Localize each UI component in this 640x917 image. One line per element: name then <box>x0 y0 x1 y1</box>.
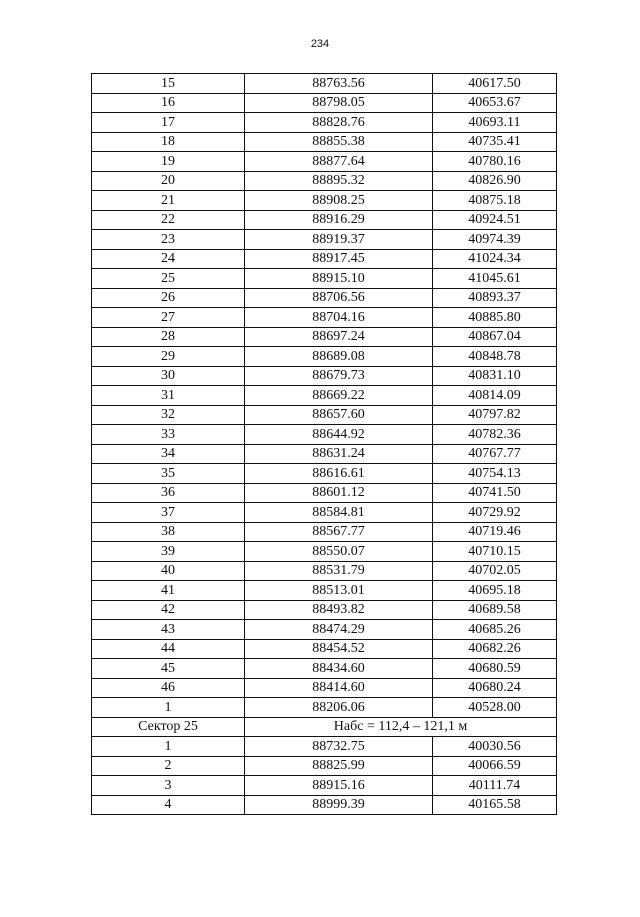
y-coordinate: 40797.82 <box>433 405 557 425</box>
point-number: 3 <box>92 776 245 796</box>
x-coordinate: 88855.38 <box>245 132 433 152</box>
y-coordinate: 40893.37 <box>433 288 557 308</box>
y-coordinate: 40782.36 <box>433 425 557 445</box>
table-row <box>92 249 557 269</box>
y-coordinate: 40710.15 <box>433 542 557 562</box>
point-number: 32 <box>92 405 245 425</box>
table-row <box>92 132 557 152</box>
y-coordinate: 40867.04 <box>433 327 557 347</box>
y-coordinate: 40814.09 <box>433 386 557 406</box>
table-row <box>92 308 557 328</box>
sector-height-range: Набс = 112,4 – 121,1 м <box>245 717 557 737</box>
x-coordinate: 88798.05 <box>245 93 433 113</box>
x-coordinate: 88704.16 <box>245 308 433 328</box>
point-number: 18 <box>92 132 245 152</box>
point-number: 1 <box>92 698 245 718</box>
table-row <box>92 288 557 308</box>
point-number: 28 <box>92 327 245 347</box>
x-coordinate: 88825.99 <box>245 756 433 776</box>
point-number: 45 <box>92 659 245 679</box>
y-coordinate: 40780.16 <box>433 152 557 172</box>
y-coordinate: 40702.05 <box>433 561 557 581</box>
point-number: 24 <box>92 249 245 269</box>
table-row <box>92 425 557 445</box>
sector-label: Сектор 25 <box>92 717 245 737</box>
point-number: 16 <box>92 93 245 113</box>
x-coordinate: 88601.12 <box>245 483 433 503</box>
x-coordinate: 88732.75 <box>245 737 433 757</box>
table-row <box>92 230 557 250</box>
y-coordinate: 40682.26 <box>433 639 557 659</box>
table-row <box>92 152 557 172</box>
table-row <box>92 191 557 211</box>
x-coordinate: 88567.77 <box>245 522 433 542</box>
table-row <box>92 698 557 718</box>
point-number: 31 <box>92 386 245 406</box>
point-number: 27 <box>92 308 245 328</box>
x-coordinate: 88908.25 <box>245 191 433 211</box>
point-number: 44 <box>92 639 245 659</box>
table-row <box>92 581 557 601</box>
point-number: 35 <box>92 464 245 484</box>
x-coordinate: 88689.08 <box>245 347 433 367</box>
y-coordinate: 40066.59 <box>433 756 557 776</box>
y-coordinate: 40885.80 <box>433 308 557 328</box>
point-number: 26 <box>92 288 245 308</box>
table-row <box>92 464 557 484</box>
y-coordinate: 40875.18 <box>433 191 557 211</box>
table-row <box>92 113 557 133</box>
point-number: 23 <box>92 230 245 250</box>
point-number: 30 <box>92 366 245 386</box>
x-coordinate: 88669.22 <box>245 386 433 406</box>
x-coordinate: 88916.29 <box>245 210 433 230</box>
table-row <box>92 620 557 640</box>
point-number: 15 <box>92 74 245 94</box>
table-row <box>92 678 557 698</box>
page-number: 234 <box>310 38 330 50</box>
point-number: 37 <box>92 503 245 523</box>
y-coordinate: 40729.92 <box>433 503 557 523</box>
x-coordinate: 88999.39 <box>245 795 433 815</box>
x-coordinate: 88493.82 <box>245 600 433 620</box>
y-coordinate: 40719.46 <box>433 522 557 542</box>
table-row <box>92 327 557 347</box>
y-coordinate: 40693.11 <box>433 113 557 133</box>
y-coordinate: 40689.58 <box>433 600 557 620</box>
table-row <box>92 659 557 679</box>
x-coordinate: 88550.07 <box>245 542 433 562</box>
table-row <box>92 366 557 386</box>
table-row <box>92 269 557 289</box>
x-coordinate: 88616.61 <box>245 464 433 484</box>
x-coordinate: 88895.32 <box>245 171 433 191</box>
y-coordinate: 40754.13 <box>433 464 557 484</box>
point-number: 40 <box>92 561 245 581</box>
y-coordinate: 40617.50 <box>433 74 557 94</box>
x-coordinate: 88531.79 <box>245 561 433 581</box>
x-coordinate: 88631.24 <box>245 444 433 464</box>
y-coordinate: 40741.50 <box>433 483 557 503</box>
y-coordinate: 40974.39 <box>433 230 557 250</box>
table-row <box>92 405 557 425</box>
table-row <box>92 776 557 796</box>
table-row <box>92 522 557 542</box>
table-row <box>92 93 557 113</box>
x-coordinate: 88915.10 <box>245 269 433 289</box>
x-coordinate: 88917.45 <box>245 249 433 269</box>
table-row <box>92 503 557 523</box>
x-coordinate: 88915.16 <box>245 776 433 796</box>
y-coordinate: 40111.74 <box>433 776 557 796</box>
y-coordinate: 40924.51 <box>433 210 557 230</box>
x-coordinate: 88414.60 <box>245 678 433 698</box>
point-number: 43 <box>92 620 245 640</box>
y-coordinate: 40030.56 <box>433 737 557 757</box>
point-number: 19 <box>92 152 245 172</box>
y-coordinate: 40680.59 <box>433 659 557 679</box>
x-coordinate: 88706.56 <box>245 288 433 308</box>
table-row <box>92 639 557 659</box>
x-coordinate: 88644.92 <box>245 425 433 445</box>
point-number: 33 <box>92 425 245 445</box>
point-number: 21 <box>92 191 245 211</box>
y-coordinate: 40685.26 <box>433 620 557 640</box>
y-coordinate: 40653.67 <box>433 93 557 113</box>
point-number: 34 <box>92 444 245 464</box>
point-number: 4 <box>92 795 245 815</box>
y-coordinate: 40826.90 <box>433 171 557 191</box>
point-number: 2 <box>92 756 245 776</box>
table-row <box>92 756 557 776</box>
point-number: 22 <box>92 210 245 230</box>
point-number: 29 <box>92 347 245 367</box>
table-row <box>92 600 557 620</box>
y-coordinate: 40735.41 <box>433 132 557 152</box>
x-coordinate: 88679.73 <box>245 366 433 386</box>
x-coordinate: 88434.60 <box>245 659 433 679</box>
y-coordinate: 41045.61 <box>433 269 557 289</box>
y-coordinate: 40165.58 <box>433 795 557 815</box>
table-row <box>92 74 557 94</box>
point-number: 17 <box>92 113 245 133</box>
point-number: 46 <box>92 678 245 698</box>
point-number: 20 <box>92 171 245 191</box>
x-coordinate: 88828.76 <box>245 113 433 133</box>
x-coordinate: 88584.81 <box>245 503 433 523</box>
x-coordinate: 88697.24 <box>245 327 433 347</box>
x-coordinate: 88454.52 <box>245 639 433 659</box>
coordinates-table-body <box>92 74 557 815</box>
table-row <box>92 483 557 503</box>
table-row <box>92 737 557 757</box>
point-number: 36 <box>92 483 245 503</box>
y-coordinate: 40767.77 <box>433 444 557 464</box>
x-coordinate: 88206.06 <box>245 698 433 718</box>
x-coordinate: 88657.60 <box>245 405 433 425</box>
table-row <box>92 171 557 191</box>
point-number: 1 <box>92 737 245 757</box>
point-number: 25 <box>92 269 245 289</box>
point-number: 38 <box>92 522 245 542</box>
table-row <box>92 386 557 406</box>
x-coordinate: 88763.56 <box>245 74 433 94</box>
point-number: 41 <box>92 581 245 601</box>
point-number: 39 <box>92 542 245 562</box>
x-coordinate: 88919.37 <box>245 230 433 250</box>
sector-header-row <box>92 717 557 737</box>
point-number: 42 <box>92 600 245 620</box>
table-row <box>92 347 557 367</box>
coordinates-table <box>91 73 557 815</box>
x-coordinate: 88474.29 <box>245 620 433 640</box>
y-coordinate: 40831.10 <box>433 366 557 386</box>
x-coordinate: 88877.64 <box>245 152 433 172</box>
table-row <box>92 542 557 562</box>
table-row <box>92 561 557 581</box>
y-coordinate: 40680.24 <box>433 678 557 698</box>
y-coordinate: 40848.78 <box>433 347 557 367</box>
y-coordinate: 41024.34 <box>433 249 557 269</box>
x-coordinate: 88513.01 <box>245 581 433 601</box>
table-row <box>92 444 557 464</box>
y-coordinate: 40528.00 <box>433 698 557 718</box>
y-coordinate: 40695.18 <box>433 581 557 601</box>
table-row <box>92 795 557 815</box>
table-row <box>92 210 557 230</box>
